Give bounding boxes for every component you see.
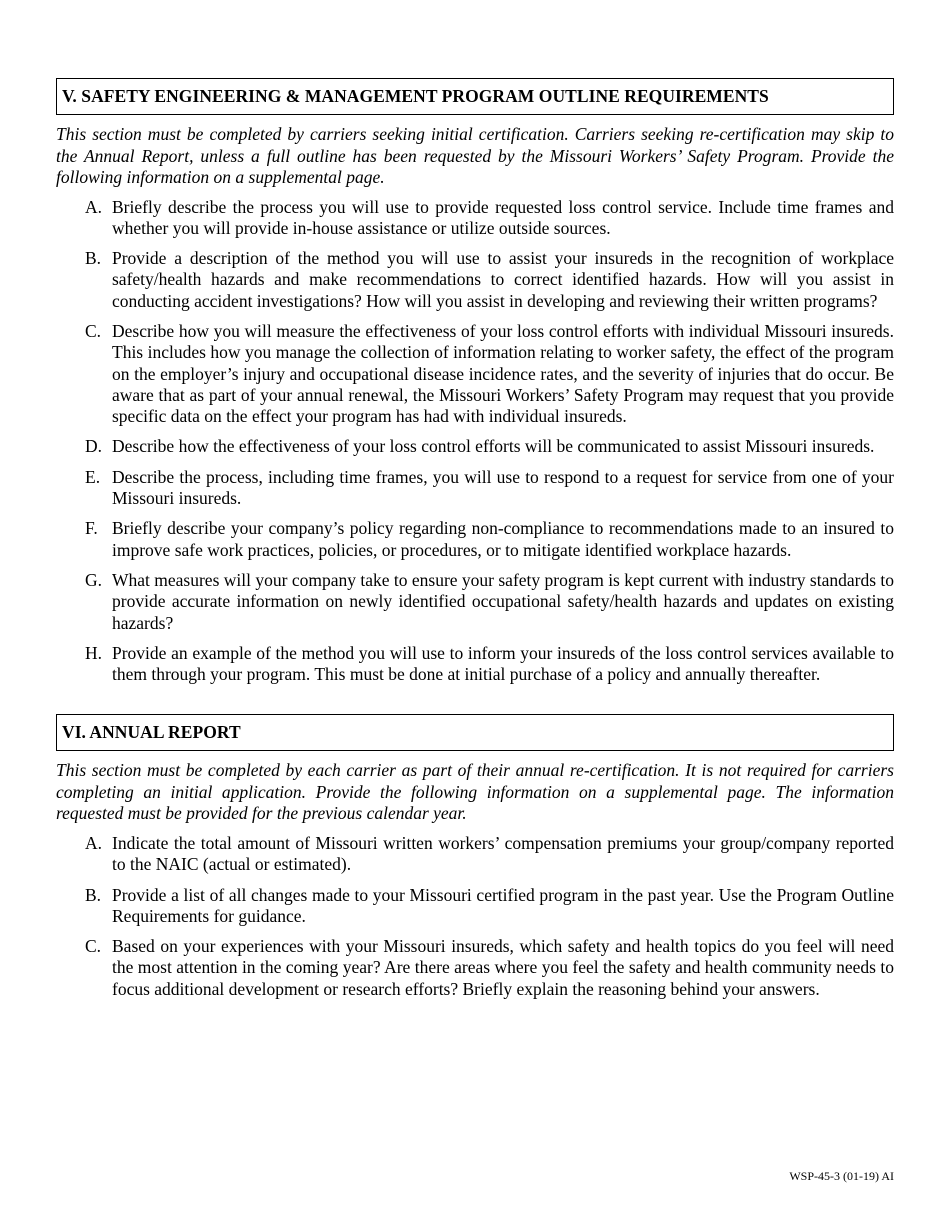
item-letter: C. — [85, 936, 102, 957]
item-text: Provide an example of the method you will use to inform your insureds of the loss control services available to them through your program. This must be done at initial purchase of a policy and annually thereafter. — [112, 642, 894, 685]
item-text: Briefly describe your company’s policy regarding non-compliance to recommendations made to an insured to improve safe work practices, policies, or procedures, or to mitigate identified workplace hazards. — [112, 518, 894, 560]
item-text: Indicate the total amount of Missouri written workers’ compensation premiums your group/company reported to the NAIC (actual or estimated). — [112, 832, 894, 875]
section-6-header — [56, 714, 894, 751]
section-6-title: VI. ANNUAL REPORT — [62, 722, 241, 743]
item-text: Provide a list of all changes made to your Missouri certified program in the past year. Use the Program Outline Requirements for guidance. — [112, 884, 894, 926]
section-5-title: V. SAFETY ENGINEERING & MANAGEMENT PROGRAM OUTLINE REQUIREMENTS — [62, 86, 769, 106]
list-item — [56, 570, 894, 634]
section-6-intro: This section must be completed by each carrier as part of their annual re-certification. It is not required for carriers completing an initial application. Provide the following information on a supplemental page. The information requested must be provided for the previous calendar year. — [56, 760, 894, 824]
list-item — [56, 518, 894, 561]
item-letter: H. — [85, 642, 103, 663]
list-item — [56, 885, 894, 928]
document-page — [56, 78, 894, 1009]
list-item — [56, 936, 894, 1000]
item-letter: G. — [85, 569, 103, 590]
form-id-footer: WSP-45-3 (01-19) AI — [789, 1169, 894, 1183]
item-letter: A. — [85, 832, 103, 853]
item-text: Based on your experiences with your Missouri insureds, which safety and health topics do you feel will need the most attention in the coming year? Are there areas where you feel the safety and health community needs to focus additional development or research efforts? Briefly explain the reasoning behind your answers. — [112, 936, 894, 999]
item-text: Describe how the effectiveness of your loss control efforts will be communicated to assist Missouri insureds. — [112, 436, 875, 457]
section-5-intro: This section must be completed by carriers seeking initial certification. Carriers seeking re-certification may skip to the Annual Report, unless a full outline has been requested by the Missouri Workers’ Safety Program. Provide the following information on a supplemental page. — [56, 124, 894, 187]
section-5-item-list — [56, 197, 894, 686]
list-item — [56, 643, 894, 686]
list-item — [56, 467, 894, 510]
item-text: What measures will your company take to ensure your safety program is kept current with industry standards to provide accurate information on newly identified occupational safety/health hazards and updates on existing hazards? — [112, 569, 894, 633]
item-letter: A. — [85, 196, 103, 217]
list-item — [56, 436, 894, 457]
item-letter: F. — [85, 518, 98, 539]
item-letter: D. — [85, 436, 103, 457]
item-letter: C. — [85, 320, 102, 341]
section-5-header — [56, 78, 894, 115]
list-item — [56, 197, 894, 240]
list-item — [56, 248, 894, 312]
item-letter: B. — [85, 884, 102, 905]
section-6-item-list — [56, 833, 894, 1000]
item-text: Describe the process, including time frames, you will use to respond to a request for service from one of your Missouri insureds. — [112, 466, 894, 509]
item-text: Provide a description of the method you will use to assist your insureds in the recognition of workplace safety/health hazards and make recommendations to correct identified hazards. How will you assist in conducting accident investigations? How will you assist in developing and reviewing their written programs? — [112, 248, 894, 311]
item-text: Describe how you will measure the effectiveness of your loss control efforts with individual Missouri insureds. This includes how you manage the collection of information relating to worker safety, the effect of the program on the employer’s injury and occupational disease incidence rates, and the severity of injuries that do occur. Be aware that as part of your annual renewal, the Missouri Workers’ Safety Program may request that you provide specific data on the effect your program has had with individual insureds. — [112, 320, 894, 427]
item-letter: B. — [85, 248, 102, 269]
list-item — [56, 833, 894, 876]
list-item — [56, 321, 894, 427]
item-letter: E. — [85, 466, 101, 487]
item-text: Briefly describe the process you will use to provide requested loss control service. Include time frames and whether you will provide in-house assistance or utilize outside sources. — [112, 196, 894, 238]
